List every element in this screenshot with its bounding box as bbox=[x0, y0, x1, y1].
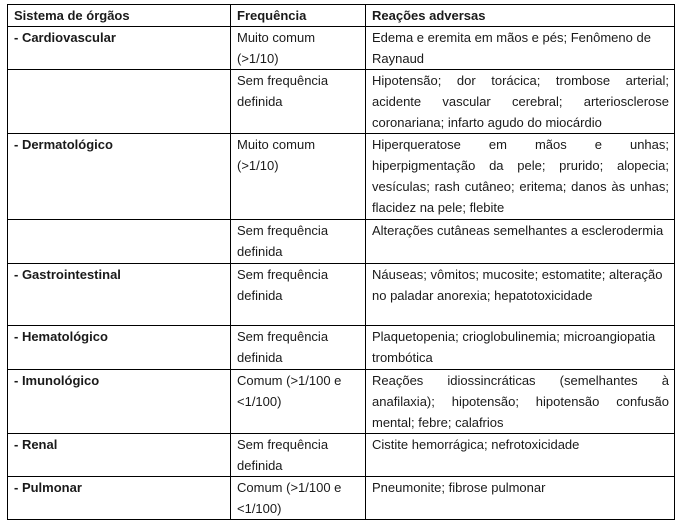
cell-reactions: Náuseas; vômitos; mucosite; estomatite; alteração no paladar anorexia; hepatotoxicidade bbox=[366, 264, 675, 326]
cell-frequency: Sem frequência definida bbox=[231, 264, 366, 326]
cell-reactions: Hipotensão; dor torácica; trombose arterial; acidente vascular cerebral; arteriosclerose coronariana; infarto agudo do miocárdio bbox=[366, 70, 675, 134]
cell-frequency: Comum (>1/100 e <1/100) bbox=[231, 370, 366, 434]
cell-reactions: Plaquetopenia; crioglobulinemia; microangiopatia trombótica bbox=[366, 326, 675, 370]
cell-frequency: Muito comum (>1/10) bbox=[231, 27, 366, 70]
cell-frequency: Comum (>1/100 e <1/100) bbox=[231, 477, 366, 520]
cell-reactions: Hiperqueratose em mãos e unhas; hiperpigmentação da pele; prurido; alopecia; vesículas; rash cutâneo; eritema; danos às unhas; flacidez na pele; flebite bbox=[366, 134, 675, 220]
header-row bbox=[8, 5, 675, 27]
cell-system bbox=[8, 220, 231, 264]
cell-frequency: Sem frequência definida bbox=[231, 70, 366, 134]
cell-reactions: Pneumonite; fibrose pulmonar bbox=[366, 477, 675, 520]
cell-frequency: Sem frequência definida bbox=[231, 434, 366, 477]
adverse-reactions-table bbox=[7, 4, 675, 520]
cell-system: - Gastrointestinal bbox=[8, 264, 231, 326]
cell-reactions: Reações idiossincráticas (semelhantes à anafilaxia); hipotensão; hipotensão confusão mental; febre; calafrios bbox=[366, 370, 675, 434]
cell-system: - Pulmonar bbox=[8, 477, 231, 520]
table-row bbox=[8, 134, 675, 220]
cell-system: - Cardiovascular bbox=[8, 27, 231, 70]
cell-system: - Hematológico bbox=[8, 326, 231, 370]
header-system: Sistema de órgãos bbox=[8, 5, 231, 27]
header-frequency: Frequência bbox=[231, 5, 366, 27]
cell-frequency: Sem frequência definida bbox=[231, 326, 366, 370]
table-row bbox=[8, 70, 675, 134]
cell-frequency: Sem frequência definida bbox=[231, 220, 366, 264]
table-row bbox=[8, 434, 675, 477]
cell-reactions: Alterações cutâneas semelhantes a esclerodermia bbox=[366, 220, 675, 264]
table-row bbox=[8, 326, 675, 370]
cell-system bbox=[8, 70, 231, 134]
cell-reactions: Edema e eremita em mãos e pés; Fenômeno de Raynaud bbox=[366, 27, 675, 70]
header-reactions: Reações adversas bbox=[366, 5, 675, 27]
cell-system: - Dermatológico bbox=[8, 134, 231, 220]
table-row bbox=[8, 220, 675, 264]
cell-system: - Imunológico bbox=[8, 370, 231, 434]
cell-frequency: Muito comum (>1/10) bbox=[231, 134, 366, 220]
table-row bbox=[8, 477, 675, 520]
table-row bbox=[8, 370, 675, 434]
table-row bbox=[8, 264, 675, 326]
cell-system: - Renal bbox=[8, 434, 231, 477]
table-row bbox=[8, 27, 675, 70]
cell-reactions: Cistite hemorrágica; nefrotoxicidade bbox=[366, 434, 675, 477]
